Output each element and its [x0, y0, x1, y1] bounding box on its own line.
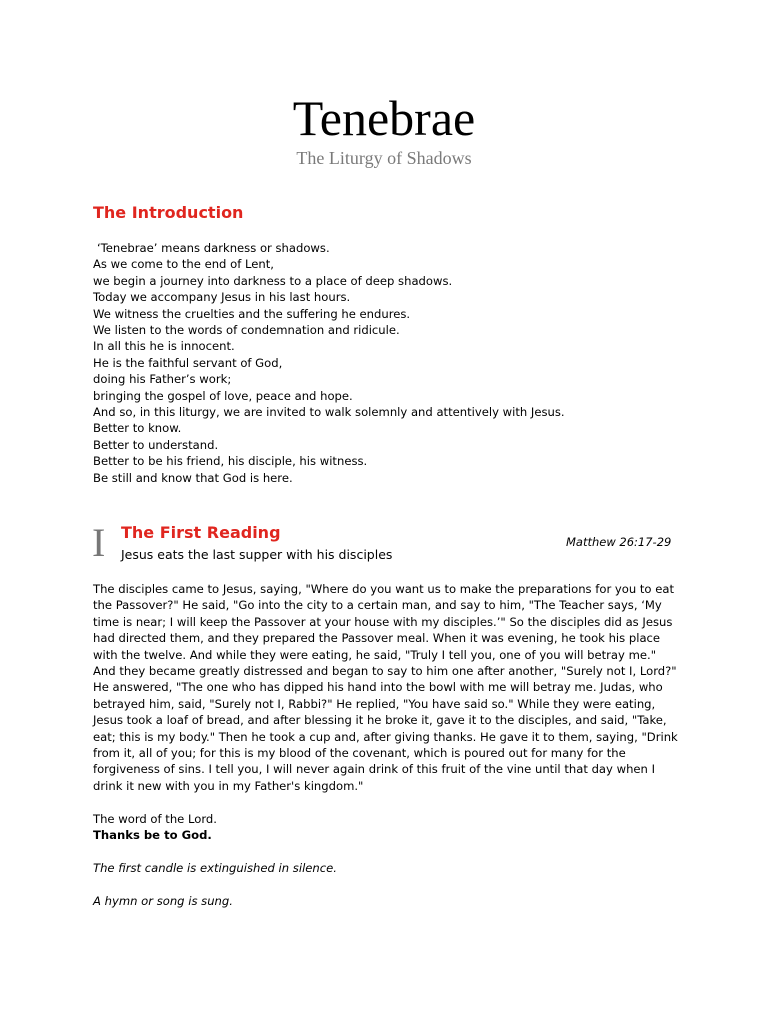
- reading-numeral: I: [92, 520, 106, 565]
- introduction-line: Better to know.: [93, 421, 182, 436]
- reading-closing: [93, 811, 217, 844]
- reading-line: with the twelve. And while they were eating, he said, "Truly I tell you, one of you will betray me.": [93, 647, 657, 662]
- reading-line: had directed them, and they prepared the Passover meal. When it was evening, he took his place: [93, 631, 661, 646]
- reading-line: drink it new with you in my Father's kingdom.": [93, 778, 364, 793]
- introduction-line: He is the faithful servant of God,: [93, 355, 283, 370]
- rubric-hymn: A hymn or song is sung.: [93, 894, 233, 908]
- scripture-reference: Matthew 26:17-29: [566, 535, 672, 549]
- reading-line: the Passover?" He said, "Go into the city to a certain man, and say to him, "The Teacher says, ‘My: [93, 598, 662, 613]
- introduction-line: we begin a journey into darkness to a place of deep shadows.: [93, 273, 453, 288]
- reading-line: forgiveness of sins. I tell you, I will never again drink of this fruit of the vine until that day when I: [93, 762, 655, 777]
- reading-line: The disciples came to Jesus, saying, "Where do you want us to make the preparations for you to eat: [93, 582, 674, 596]
- reading-line: betrayed him, said, "Surely not I, Rabbi?" He replied, "You have said so." While they were eating,: [93, 696, 656, 711]
- reading-line: eat; this is my body." Then he took a cup and, after giving thanks. He gave it to them, saying, "Drink: [93, 729, 678, 744]
- introduction-line: In all this he is innocent.: [93, 339, 235, 354]
- reading-line: time is near; I will keep the Passover at your house with my disciples.’" So the disciples did as Jesus: [93, 614, 673, 629]
- introduction-line: Better to understand.: [93, 437, 219, 452]
- introduction-line: As we come to the end of Lent,: [93, 257, 274, 272]
- introduction-heading: The Introduction: [93, 203, 244, 222]
- closing-versicle: The word of the Lord.: [93, 812, 217, 826]
- first-reading-heading: The First Reading: [121, 523, 281, 542]
- introduction-line: bringing the gospel of love, peace and hope.: [93, 388, 353, 403]
- rubric-candle: The first candle is extinguished in silence.: [93, 861, 337, 875]
- introduction-line: We witness the cruelties and the suffering he endures.: [93, 306, 411, 321]
- introduction-line: And so, in this liturgy, we are invited to walk solemnly and attentively with Jesus.: [93, 405, 565, 420]
- reading-line: from it, all of you; for this is my blood of the covenant, which is poured out for many for the: [93, 746, 626, 761]
- closing-response: Thanks be to God.: [93, 828, 212, 843]
- introduction-line: Better to be his friend, his disciple, his witness.: [93, 454, 368, 469]
- document-subtitle: The Liturgy of Shadows: [296, 148, 472, 168]
- first-reading-text: [93, 581, 693, 794]
- introduction-line: Be still and know that God is here.: [93, 470, 293, 485]
- document-title: Tenebrae: [292, 90, 476, 146]
- reading-line: He answered, "The one who has dipped his hand into the bowl with me will betray me. Judas, who: [93, 680, 663, 695]
- first-reading-subtitle: Jesus eats the last supper with his disciples: [121, 547, 393, 562]
- introduction-text: [93, 240, 693, 486]
- introduction-line: ‘Tenebrae’ means darkness or shadows.: [97, 241, 330, 255]
- introduction-line: doing his Father’s work;: [93, 372, 232, 387]
- introduction-line: We listen to the words of condemnation and ridicule.: [93, 323, 400, 338]
- introduction-line: Today we accompany Jesus in his last hours.: [93, 290, 351, 305]
- reading-line: Jesus took a loaf of bread, and after blessing it he broke it, gave it to the disciples, and said, "Take,: [93, 713, 667, 728]
- reading-line: And they became greatly distressed and began to say to him one after another, "Surely not I, Lord?": [93, 664, 677, 679]
